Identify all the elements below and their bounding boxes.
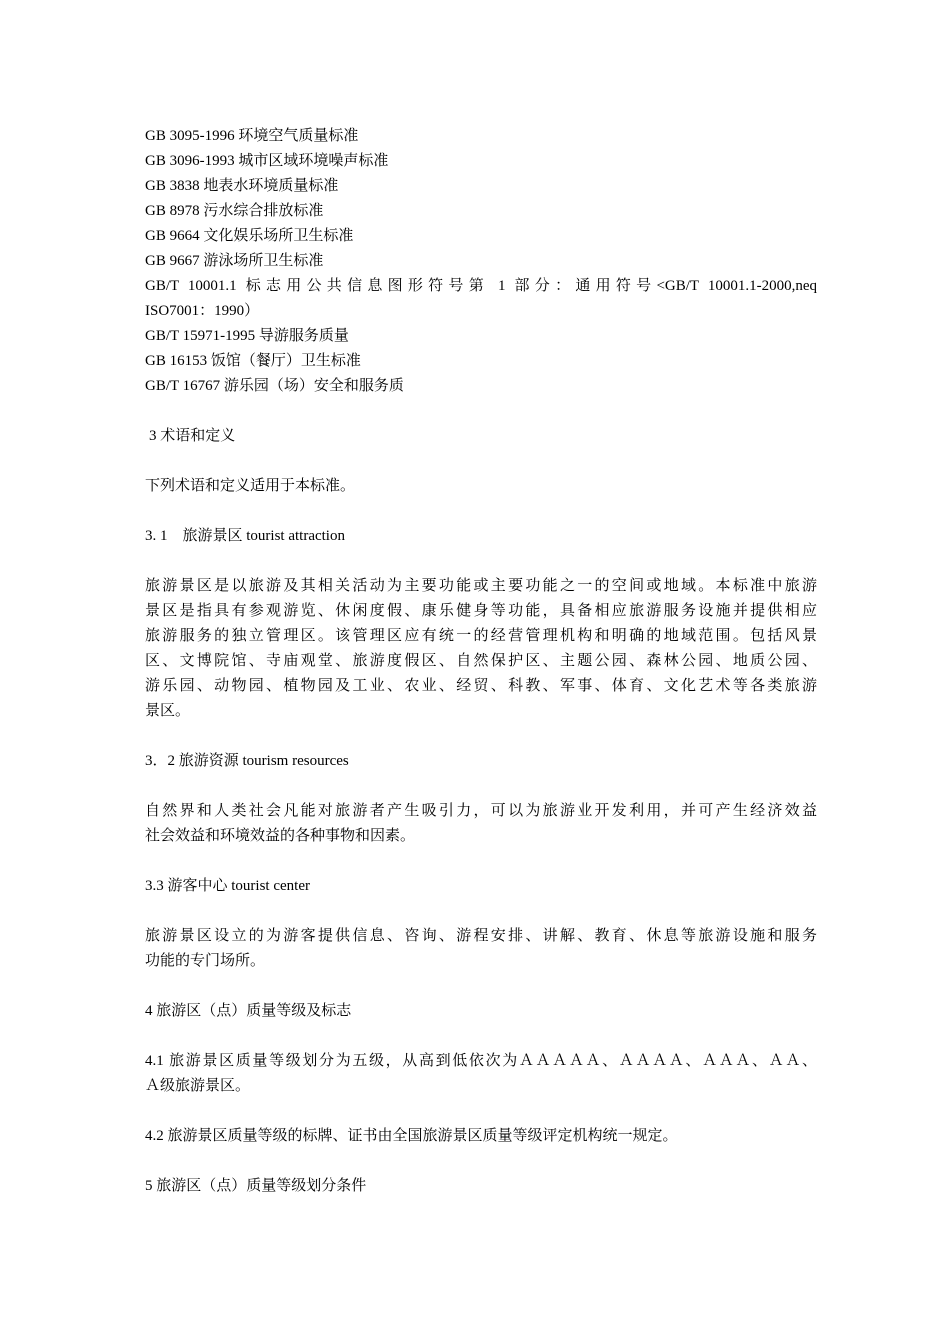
- reference-item: GB 3838 地表水环境质量标准: [145, 178, 339, 194]
- section-3-3-body: [145, 924, 817, 974]
- section-3-3-heading: 3.3 游客中心 tourist center: [145, 878, 310, 894]
- paragraph-line: 旅游景区是以旅游及其相关活动为主要功能或主要功能之一的空间或地域。本标准中旅游: [145, 578, 817, 594]
- reference-item: GB 8978 污水综合排放标准: [145, 203, 324, 219]
- reference-item-long: GB/T 10001.1 标志用公共信息图形符号第 1 部分：通用符号<GB/T 10001.1-2000,neq: [145, 278, 817, 294]
- paragraph-line: 旅游服务的独立管理区。该管理区应有统一的经营管理机构和明确的地域范围。包括风景: [145, 628, 817, 644]
- section-3-heading: 3 术语和定义: [149, 428, 236, 444]
- reference-item-long-continued: ISO7001：1990）: [145, 303, 260, 319]
- paragraph-line: 景区是指具有参观游览、休闲度假、康乐健身等功能，具备相应旅游服务设施并提供相应: [145, 603, 817, 619]
- paragraph-line: 4.1 旅游景区质量等级划分为五级，从高到低依次为ＡＡＡＡＡ、ＡＡＡＡ、ＡＡＡ、ＡＡ、: [145, 1053, 817, 1069]
- paragraph-line: 社会效益和环境效益的各种事物和因素。: [145, 828, 416, 844]
- reference-item: GB/T 16767 游乐园（场）安全和服务质: [145, 378, 404, 394]
- paragraph-line: 游乐园、动物园、植物园及工业、农业、经贸、科教、军事、体育、文化艺术等各类旅游: [145, 678, 817, 694]
- section-3-intro: 下列术语和定义适用于本标准。: [145, 478, 356, 494]
- section-4-heading: 4 旅游区（点）质量等级及标志: [145, 1003, 352, 1019]
- section-3-1-body: [145, 574, 817, 724]
- reference-list: [145, 124, 817, 399]
- reference-item: GB 9664 文化娱乐场所卫生标准: [145, 228, 354, 244]
- reference-item: GB 16153 饭馆（餐厅）卫生标准: [145, 353, 361, 369]
- section-3-2-body: [145, 799, 817, 849]
- paragraph-line: Ａ级旅游景区。: [145, 1078, 251, 1094]
- section-5-heading: 5 旅游区（点）质量等级划分条件: [145, 1178, 367, 1194]
- section-4-2-body: 4.2 旅游景区质量等级的标牌、证书由全国旅游景区质量等级评定机构统一规定。: [145, 1128, 678, 1144]
- reference-item: GB 3095-1996 环境空气质量标准: [145, 128, 359, 144]
- reference-item: GB/T 15971-1995 导游服务质量: [145, 328, 349, 344]
- document-page: [145, 124, 817, 1199]
- paragraph-line: 景区。: [145, 703, 191, 719]
- section-3-1-heading: 3. 1 旅游景区 tourist attraction: [145, 528, 345, 544]
- paragraph-line: 功能的专门场所。: [145, 953, 266, 969]
- paragraph-line: 旅游景区设立的为游客提供信息、咨询、游程安排、讲解、教育、休息等旅游设施和服务: [145, 928, 817, 944]
- reference-item: GB 9667 游泳场所卫生标准: [145, 253, 324, 269]
- reference-item: GB 3096-1993 城市区域环境噪声标准: [145, 153, 389, 169]
- paragraph-line: 区、文博院馆、寺庙观堂、旅游度假区、自然保护区、主题公园、森林公园、地质公园、: [145, 653, 817, 669]
- section-3-2-heading: 3．2 旅游资源 tourism resources: [145, 753, 349, 769]
- paragraph-line: 自然界和人类社会凡能对旅游者产生吸引力，可以为旅游业开发利用，并可产生经济效益: [145, 803, 817, 819]
- section-4-1-body: [145, 1049, 817, 1099]
